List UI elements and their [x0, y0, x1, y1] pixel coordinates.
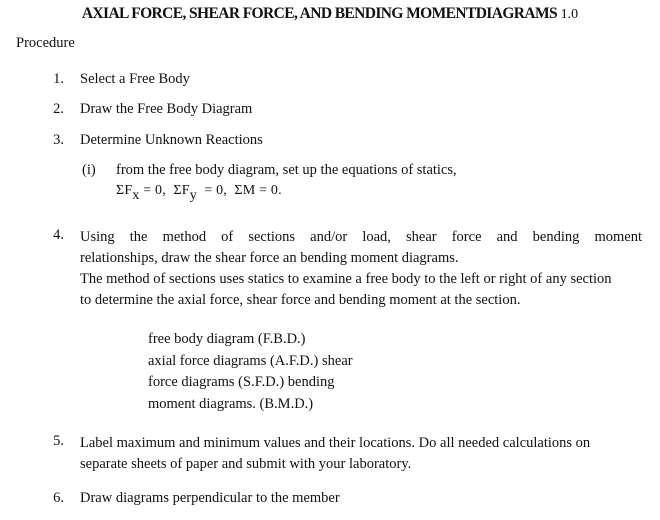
- diagram-list-item: force diagrams (S.F.D.) bending: [148, 374, 335, 390]
- eq-fx-prefix: ΣF: [116, 183, 133, 198]
- step-4-line: Using the method of sections and/or load, shear force and bending moment: [80, 229, 642, 245]
- version-label: 1.0: [560, 7, 579, 22]
- step-4-line: to determine the axial force, shear force and bending moment at the section.: [80, 292, 521, 308]
- step-1-number: 1.: [53, 71, 64, 87]
- procedure-heading: Procedure: [16, 35, 75, 51]
- step-2-text: Draw the Free Body Diagram: [80, 101, 253, 117]
- substep-text: from the free body diagram, set up the equations of statics,: [116, 162, 457, 178]
- eq-fx-rest: = 0, ΣF: [139, 183, 190, 198]
- step-4-paragraph: [80, 227, 642, 311]
- step-6-number: 6.: [53, 490, 64, 506]
- step-5-paragraph: [80, 433, 642, 475]
- step-6-text: Draw diagrams perpendicular to the member: [80, 490, 340, 506]
- step-5-line: Label maximum and minimum values and their locations. Do all needed calculations on: [80, 435, 591, 451]
- step-5-number: 5.: [53, 433, 64, 449]
- step-1-text: Select a Free Body: [80, 71, 190, 87]
- eq-fy-subscript: y: [189, 188, 197, 203]
- step-4-number: 4.: [53, 227, 64, 243]
- diagram-list-item: moment diagrams. (B.M.D.): [148, 395, 314, 412]
- eq-fy-rest: = 0, ΣM = 0.: [196, 183, 282, 198]
- substep-marker: (i): [82, 162, 96, 178]
- step-2-number: 2.: [53, 101, 64, 117]
- title-text: AXIAL FORCE, SHEAR FORCE, AND BENDING MOMENTDIAGRAMS: [81, 5, 558, 22]
- step-3-number: 3.: [53, 132, 64, 148]
- diagram-list-item: free body diagram (F.B.D.): [148, 331, 306, 347]
- step-3-text: Determine Unknown Reactions: [80, 132, 263, 148]
- document-title: [0, 5, 660, 23]
- step-5-line: separate sheets of paper and submit with your laboratory.: [80, 456, 412, 472]
- eq-fx-subscript: x: [132, 188, 140, 203]
- diagram-list-item: axial force diagrams (A.F.D.) shear: [148, 352, 353, 369]
- step-4-line: relationships, draw the shear force an bending moment diagrams.: [80, 250, 459, 266]
- diagram-list: [148, 329, 353, 415]
- statics-equations: [116, 183, 282, 203]
- step-4-line: The method of sections uses statics to examine a free body to the left or right of any section: [80, 271, 612, 287]
